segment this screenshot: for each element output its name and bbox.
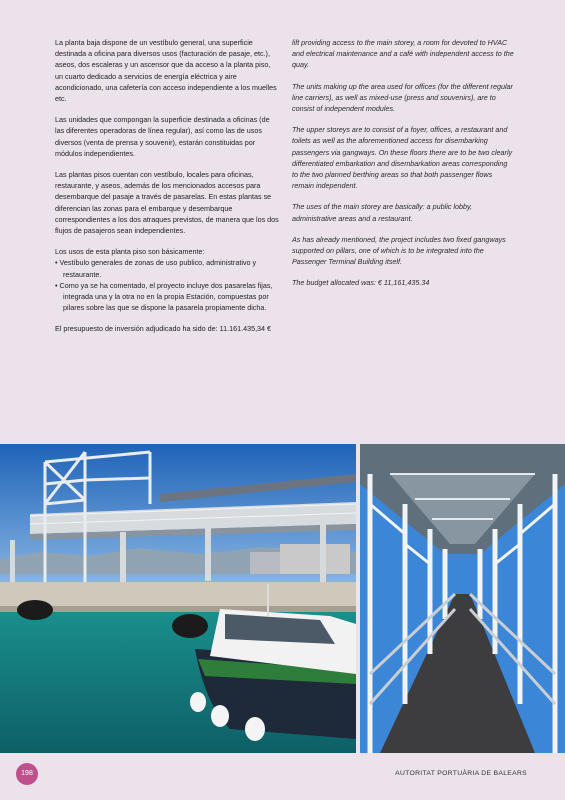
photo-gangway-interior [360, 444, 565, 753]
list-item: • Vestíbulo generales de zonas de uso publico, administrativo y restaurante. [55, 258, 257, 279]
paragraph: As has already mentioned, the project includes two fixed gangways supported on pillars, one of which is to be integrated into the Passenger Terminal Building itself. [292, 234, 506, 267]
photo-gangway-quay [0, 444, 356, 753]
paragraph: The uses of the main storey are basically: a public lobby, administrative areas and a restaurant. [292, 202, 473, 223]
list-item: • Como ya se ha comentado, el proyecto incluye dos pasarelas fijas, integrada una y la otra no en la propia Estación, compuestas por pilares sobre las que se dispone la pasarela propiamente dicha. [55, 280, 273, 313]
page-number: 198 [16, 763, 38, 785]
paragraph: Las unidades que compongan la superficie destinada a oficinas (de las diferentes operadoras de línea regular), así como las de usos diversos (venta de prensa y souvenir), estarán constituidas por módulos independientes. [55, 115, 270, 158]
paragraph: lift providing access to the main storey, a room for devoted to HVAC and electrical maintenance and a café with independent access to the quay. [292, 38, 514, 70]
photo-gangway-interior-illustration [360, 444, 565, 753]
paragraph: Las plantas pisos cuentan con vestíbulo, locales para oficinas, restaurante, y aseos, además de los mencionados accesos para desembarque del pasaje a través de pasarelas. En estas plantas se diferencian las zonas para el embarque y desembarque correspondientes a los dos atraques previstos, de manera que los dos flujos de pasajeros sean independientes. [55, 170, 279, 236]
english-text-column [292, 37, 514, 299]
budget-paragraph: El presupuesto de inversión adjudicado ha sido de: 11.161.435,34 € [55, 324, 272, 334]
paragraph: The upper storeys are to consist of a foyer, offices, a restaurant and toilets as well as the aforementioned access for disembarking passengers via gangways. On these floors there are to be two clearly differentiated embarkation and disembarkation areas corresponding to the two planned berthing areas so that both passenger flows remain independent. [292, 125, 513, 191]
paragraph: La planta baja dispone de un vestíbulo general, una superficie destinada a oficina para diversos usos (facturación de pasaje, etc.), aseos, dos escaleras y un ascensor que da acceso a la planta piso, un cuarto dedicado a servicios de energía eléctrica y aire acondicionado, una cafetería con acceso independiente a los muelles etc. [55, 38, 277, 104]
publisher-name: AUTORITAT PORTUÀRIA DE BALEARS [395, 770, 527, 777]
spanish-text-column [55, 37, 280, 345]
paragraph: The units making up the area used for offices (for the different regular line carriers), as well as mixed-use (press and souvenirs), are to consist of independent modules. [292, 81, 513, 114]
paragraph: Los usos de esta planta piso son básicamente: [55, 247, 205, 257]
photo-gangway-quay-illustration [0, 444, 356, 753]
budget-paragraph: The budget allocated was: € 11,161,435.34 [292, 278, 430, 288]
